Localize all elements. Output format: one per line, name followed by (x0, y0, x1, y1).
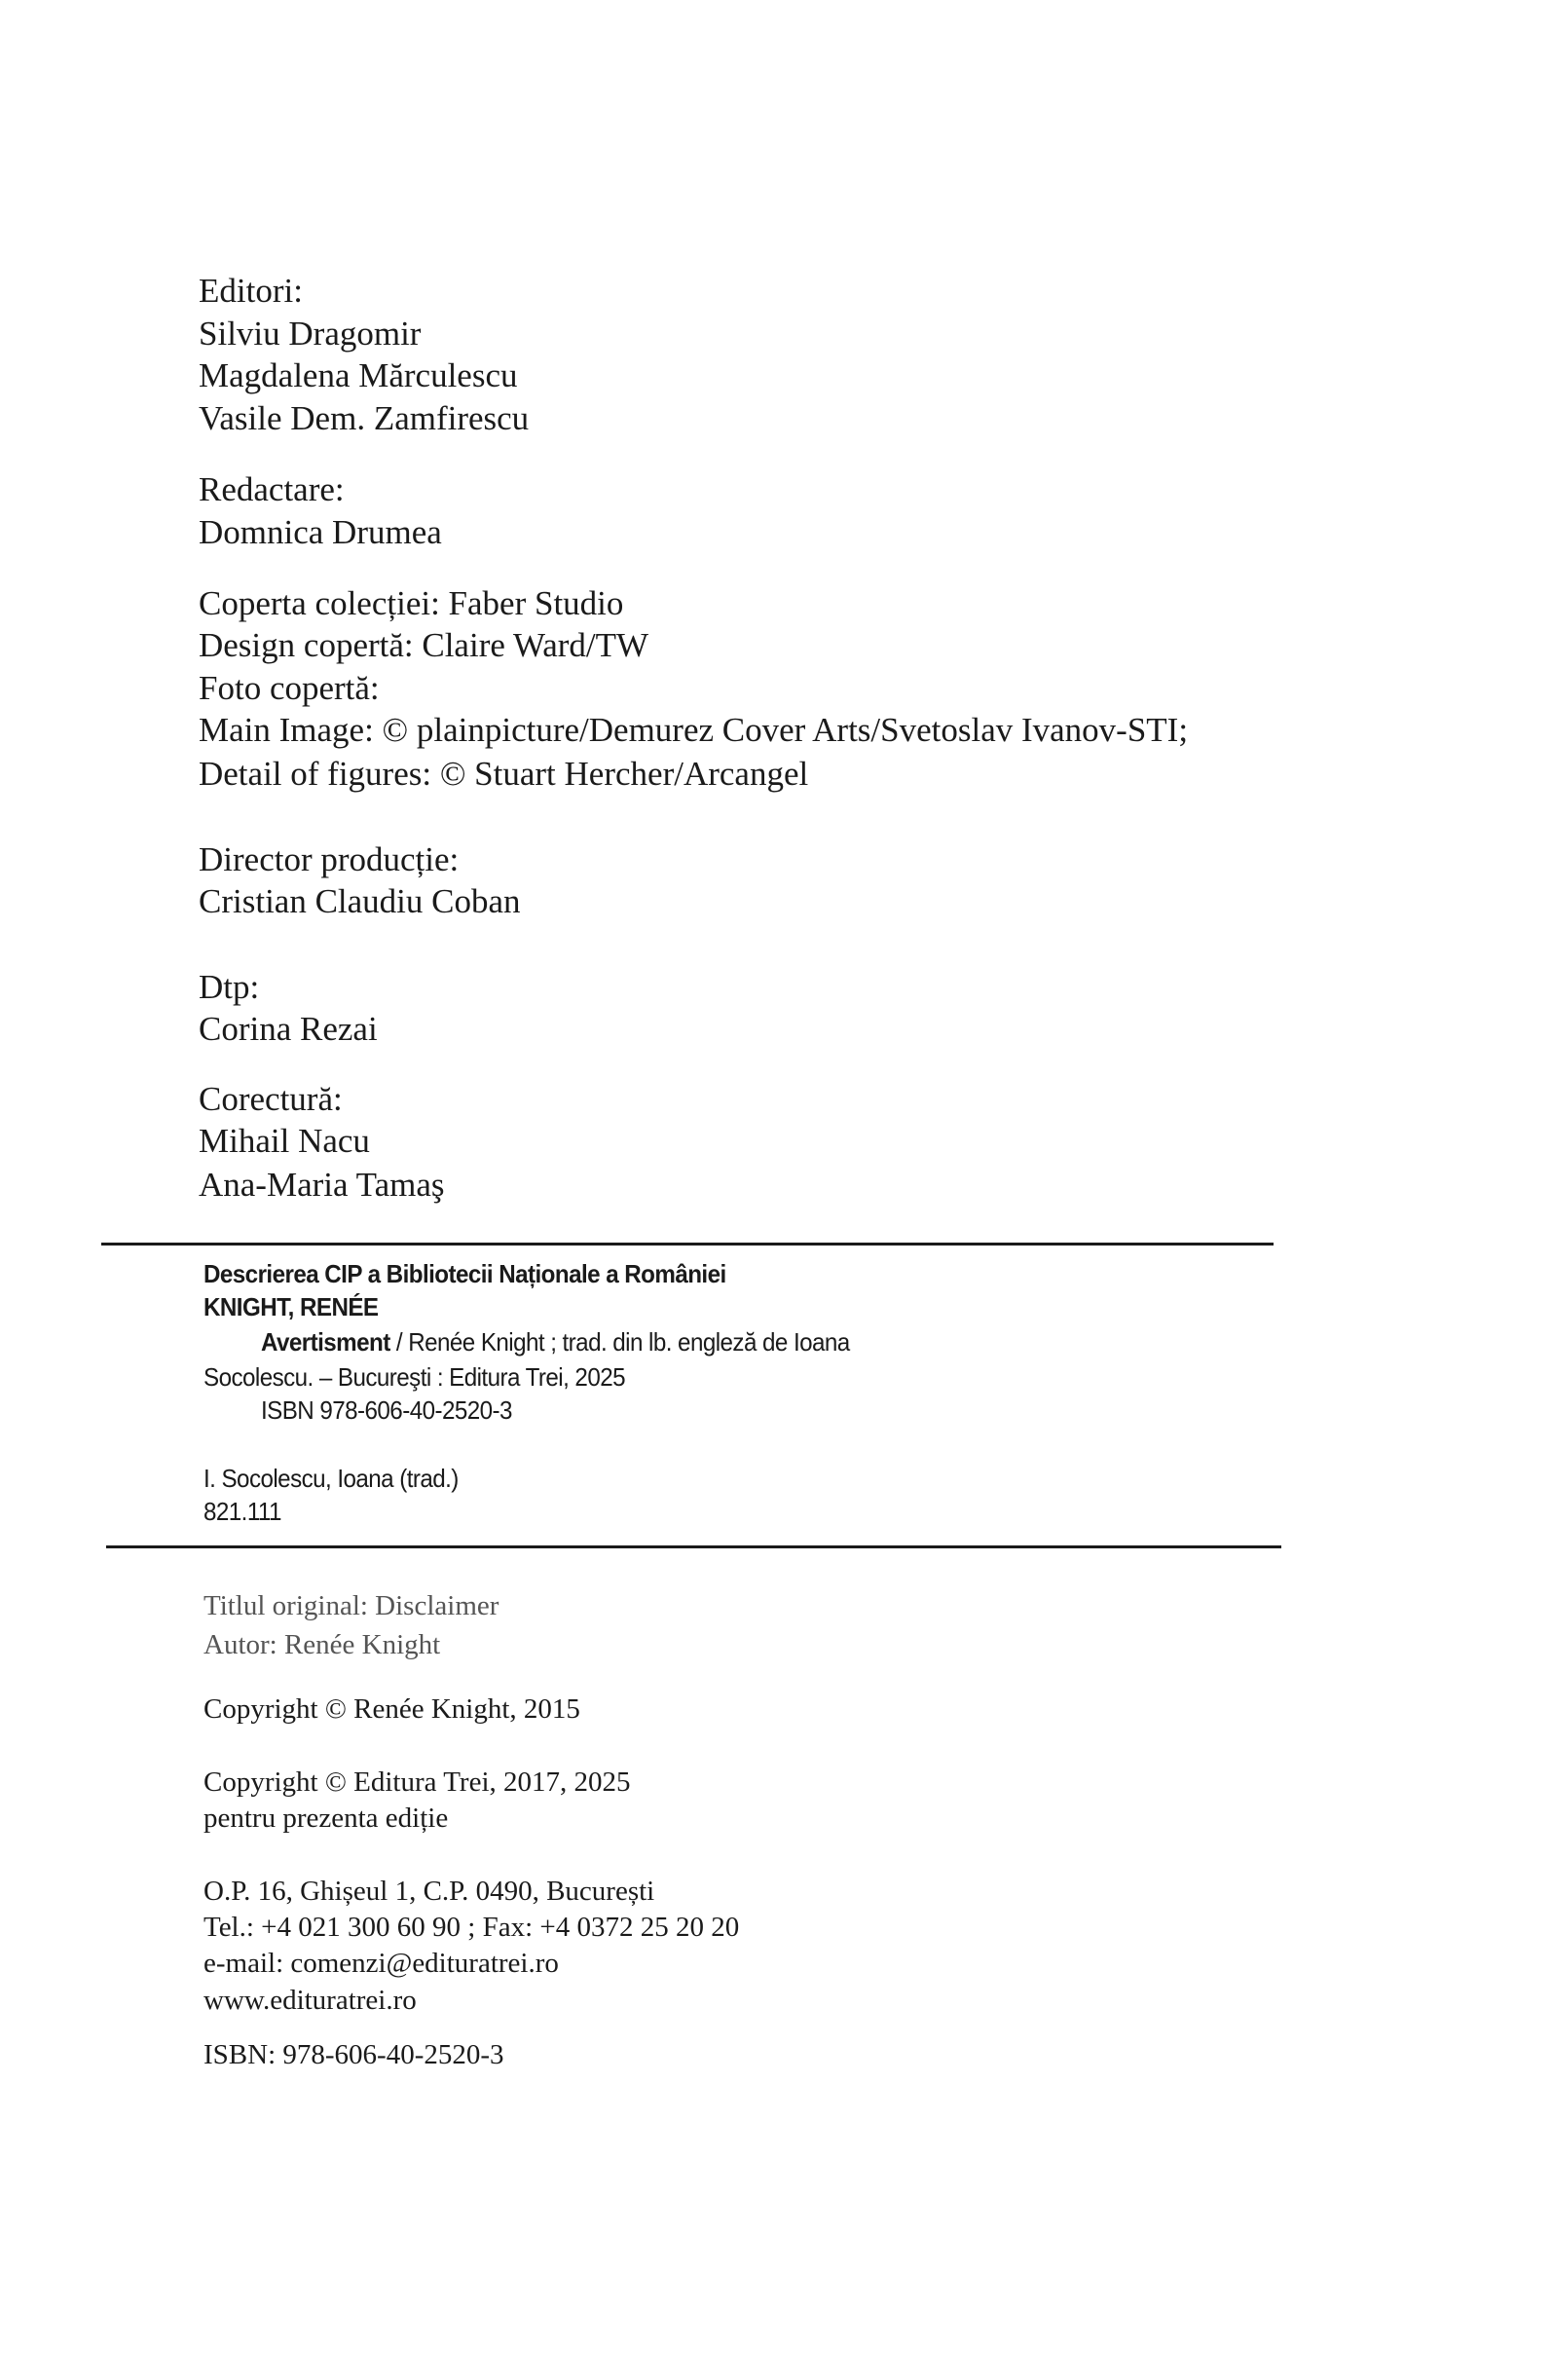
cip-title-line (261, 1322, 850, 1361)
collection-cover-credit: Coperta colecției: Faber Studio (199, 584, 624, 622)
production-name: Cristian Claudiu Coban (199, 882, 521, 920)
editor-name: Vasile Dem. Zamfirescu (199, 399, 530, 437)
publisher-phone: Tel.: +4 021 300 60 90 ; Fax: +4 0372 25 20 20 (203, 1912, 740, 1943)
cip-title-rest: / Renée Knight ; trad. din lb. engleză de Ioana (389, 1327, 850, 1357)
editing-label: Redactare: (199, 470, 345, 508)
author-line: Autor: Renée Knight (203, 1629, 441, 1660)
cip-heading: Descrierea CIP a Bibliotecii Naționale a României (203, 1259, 726, 1288)
copyright-publisher: Copyright © Editura Trei, 2017, 2025 (203, 1766, 631, 1798)
proofreader-name: Mihail Nacu (199, 1122, 370, 1160)
copyright-author: Copyright © Renée Knight, 2015 (203, 1693, 580, 1725)
dtp-label: Dtp: (199, 968, 260, 1006)
cover-photo-label: Foto copertă: (199, 669, 380, 707)
editors-label: Editori: (199, 272, 303, 310)
edition-note: pentru prezenta ediție (203, 1803, 449, 1834)
cip-publication: Socolescu. – Bucureşti : Editura Trei, 2025 (203, 1362, 625, 1392)
original-title: Titlul original: Disclaimer (203, 1590, 499, 1621)
publisher-address: O.P. 16, Ghișeul 1, C.P. 0490, București (203, 1876, 655, 1907)
production-label: Director producție: (199, 840, 460, 878)
cover-photo-main: Main Image: © plainpicture/Demurez Cover Arts/Svetoslav Ivanov-STI; (199, 711, 1189, 749)
divider-top (101, 1243, 1274, 1246)
cover-design-credit: Design copertă: Claire Ward/TW (199, 626, 649, 664)
editor-name: Silviu Dragomir (199, 315, 422, 353)
publisher-website: www.edituratrei.ro (203, 1985, 417, 2016)
dtp-name: Corina Rezai (199, 1010, 378, 1048)
publisher-email: e-mail: comenzi@edituratrei.ro (203, 1948, 559, 1979)
editor-name: Magdalena Mărculescu (199, 356, 518, 394)
cip-title: Avertisment (261, 1327, 390, 1357)
proofreading-label: Corectură: (199, 1080, 343, 1118)
cip-classification: 821.111 (203, 1497, 281, 1526)
cip-author: KNIGHT, RENÉE (203, 1292, 379, 1321)
proofreader-name: Ana-Maria Tamaş (199, 1166, 445, 1204)
cip-isbn: ISBN 978-606-40-2520-3 (261, 1395, 512, 1425)
isbn: ISBN: 978-606-40-2520-3 (203, 2039, 504, 2070)
cover-photo-detail: Detail of figures: © Stuart Hercher/Arcangel (199, 755, 809, 793)
cip-translator: I. Socolescu, Ioana (trad.) (203, 1464, 459, 1493)
divider-bottom (106, 1545, 1281, 1548)
editing-name: Domnica Drumea (199, 513, 442, 551)
